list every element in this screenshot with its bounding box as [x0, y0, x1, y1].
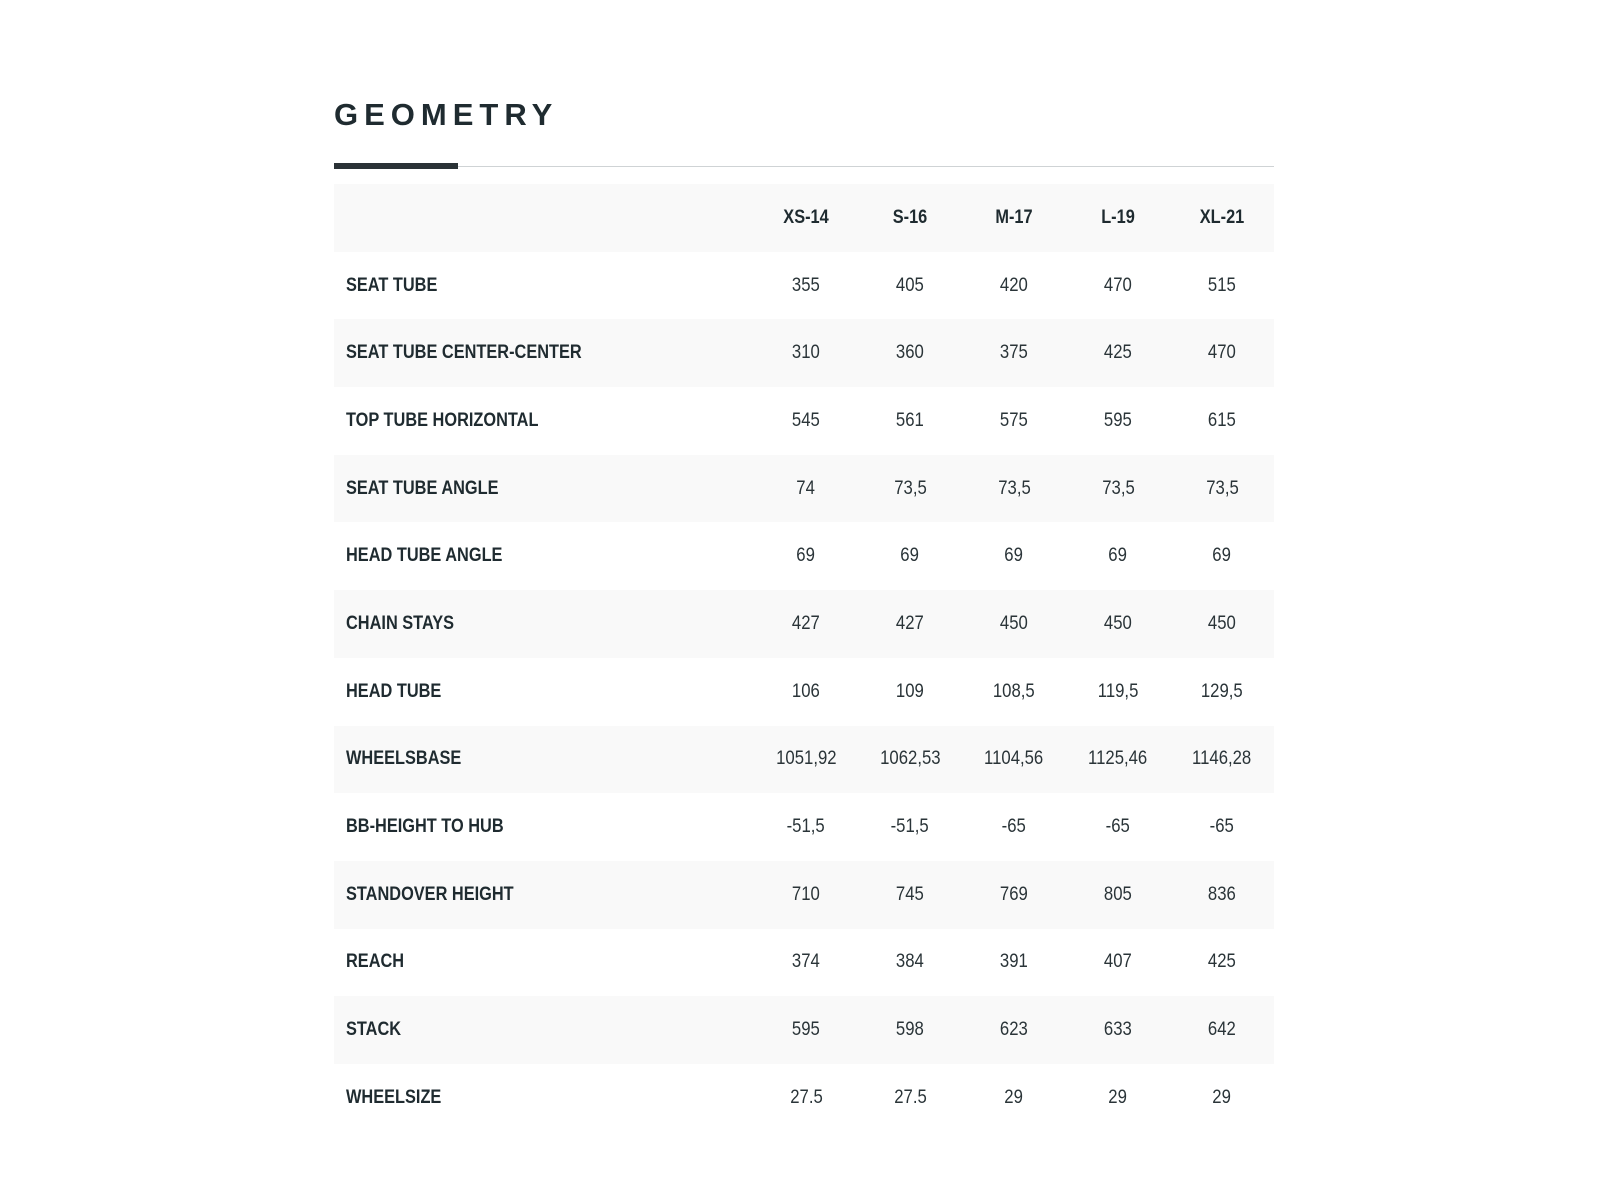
- value-cell: -65: [1209, 816, 1235, 838]
- value-cell: 109: [896, 680, 924, 702]
- value-cell: 106: [792, 680, 820, 702]
- value-cell: 69: [1212, 545, 1232, 567]
- value-cell: 615: [1208, 409, 1236, 431]
- row-label: HEAD TUBE: [346, 680, 442, 702]
- value-cell: 407: [1104, 951, 1132, 973]
- value-cell: 119,5: [1097, 680, 1139, 702]
- value-cell: 470: [1104, 274, 1132, 296]
- value-cell: 450: [1104, 612, 1132, 634]
- table-row: [334, 590, 1274, 658]
- row-label: TOP TUBE HORIZONTAL: [346, 409, 539, 431]
- value-cell: 633: [1104, 1019, 1132, 1041]
- value-cell: 623: [1000, 1019, 1028, 1041]
- row-label: HEAD TUBE ANGLE: [346, 545, 503, 567]
- value-cell: 470: [1208, 342, 1236, 364]
- table-row: [334, 455, 1274, 523]
- value-cell: 73,5: [893, 477, 927, 499]
- value-cell: 515: [1208, 274, 1236, 296]
- value-cell: 73,5: [997, 477, 1031, 499]
- table-row: [334, 319, 1274, 387]
- table-row: [334, 252, 1274, 320]
- row-label: SEAT TUBE CENTER-CENTER: [346, 342, 582, 364]
- value-cell: 425: [1104, 342, 1132, 364]
- row-label: WHEELSIZE: [346, 1086, 442, 1108]
- section-heading: GEOMETRY: [334, 97, 559, 132]
- row-label: SEAT TUBE: [346, 274, 438, 296]
- value-cell: 427: [792, 612, 820, 634]
- size-header: M-17: [995, 206, 1033, 228]
- geometry-table: [334, 184, 1274, 1132]
- value-cell: 360: [896, 342, 924, 364]
- table-row: [334, 929, 1274, 997]
- value-cell: 405: [896, 274, 924, 296]
- value-cell: 374: [792, 951, 820, 973]
- value-cell: 595: [1104, 409, 1132, 431]
- value-cell: 575: [1000, 409, 1028, 431]
- value-cell: 375: [1000, 342, 1028, 364]
- value-cell: 69: [900, 545, 920, 567]
- row-label: REACH: [346, 951, 405, 973]
- size-header: XS-14: [783, 206, 829, 228]
- table-row: [334, 1064, 1274, 1132]
- size-header: L-19: [1101, 206, 1135, 228]
- value-cell: 1146,28: [1192, 748, 1252, 770]
- value-cell: 545: [792, 409, 820, 431]
- value-cell: -65: [1105, 816, 1131, 838]
- value-cell: 74: [796, 477, 816, 499]
- value-cell: 355: [792, 274, 820, 296]
- value-cell: 450: [1000, 612, 1028, 634]
- value-cell: 27.5: [789, 1086, 823, 1108]
- row-label: STACK: [346, 1019, 402, 1041]
- heading-underline: [334, 163, 1274, 169]
- value-cell: 310: [792, 342, 820, 364]
- size-header: S-16: [892, 206, 928, 228]
- value-cell: 745: [896, 883, 924, 905]
- header-blank-cell: [334, 184, 754, 252]
- value-cell: 27.5: [893, 1086, 927, 1108]
- value-cell: 710: [792, 883, 820, 905]
- value-cell: 561: [896, 409, 924, 431]
- table-row: [334, 861, 1274, 929]
- value-cell: 595: [792, 1019, 820, 1041]
- value-cell: 1104,56: [984, 748, 1044, 770]
- table-row: [334, 387, 1274, 455]
- value-cell: 73,5: [1205, 477, 1239, 499]
- value-cell: 29: [1108, 1086, 1128, 1108]
- value-cell: 391: [1000, 951, 1028, 973]
- table-row: [334, 522, 1274, 590]
- value-cell: 427: [896, 612, 924, 634]
- row-label: WHEELSBASE: [346, 748, 462, 770]
- value-cell: -65: [1001, 816, 1027, 838]
- table-body: [334, 252, 1274, 1132]
- value-cell: -51,5: [786, 816, 826, 838]
- table-header-row: [334, 184, 1274, 252]
- value-cell: 836: [1208, 883, 1236, 905]
- value-cell: 425: [1208, 951, 1236, 973]
- value-cell: 1125,46: [1088, 748, 1148, 770]
- value-cell: -51,5: [890, 816, 930, 838]
- value-cell: 450: [1208, 612, 1236, 634]
- value-cell: 108,5: [993, 680, 1035, 702]
- geometry-section: [334, 88, 1274, 1132]
- value-cell: 29: [1004, 1086, 1024, 1108]
- heading-accent-bar: [334, 163, 458, 169]
- row-label: SEAT TUBE ANGLE: [346, 477, 499, 499]
- table-row: [334, 793, 1274, 861]
- row-label: BB-HEIGHT TO HUB: [346, 816, 504, 838]
- value-cell: 1051,92: [775, 748, 837, 770]
- value-cell: 129,5: [1201, 680, 1243, 702]
- value-cell: 69: [796, 545, 816, 567]
- row-label: CHAIN STAYS: [346, 612, 455, 634]
- value-cell: 642: [1208, 1019, 1236, 1041]
- value-cell: 69: [1108, 545, 1128, 567]
- table-row: [334, 996, 1274, 1064]
- value-cell: 29: [1212, 1086, 1232, 1108]
- value-cell: 805: [1104, 883, 1132, 905]
- row-label: STANDOVER HEIGHT: [346, 883, 514, 905]
- value-cell: 420: [1000, 274, 1028, 296]
- value-cell: 73,5: [1101, 477, 1135, 499]
- value-cell: 598: [896, 1019, 924, 1041]
- heading-divider-line: [334, 166, 1274, 167]
- table-row: [334, 726, 1274, 794]
- value-cell: 69: [1004, 545, 1024, 567]
- value-cell: 1062,53: [879, 748, 941, 770]
- size-header: XL-21: [1199, 206, 1245, 228]
- value-cell: 769: [1000, 883, 1028, 905]
- table-row: [334, 658, 1274, 726]
- value-cell: 384: [896, 951, 924, 973]
